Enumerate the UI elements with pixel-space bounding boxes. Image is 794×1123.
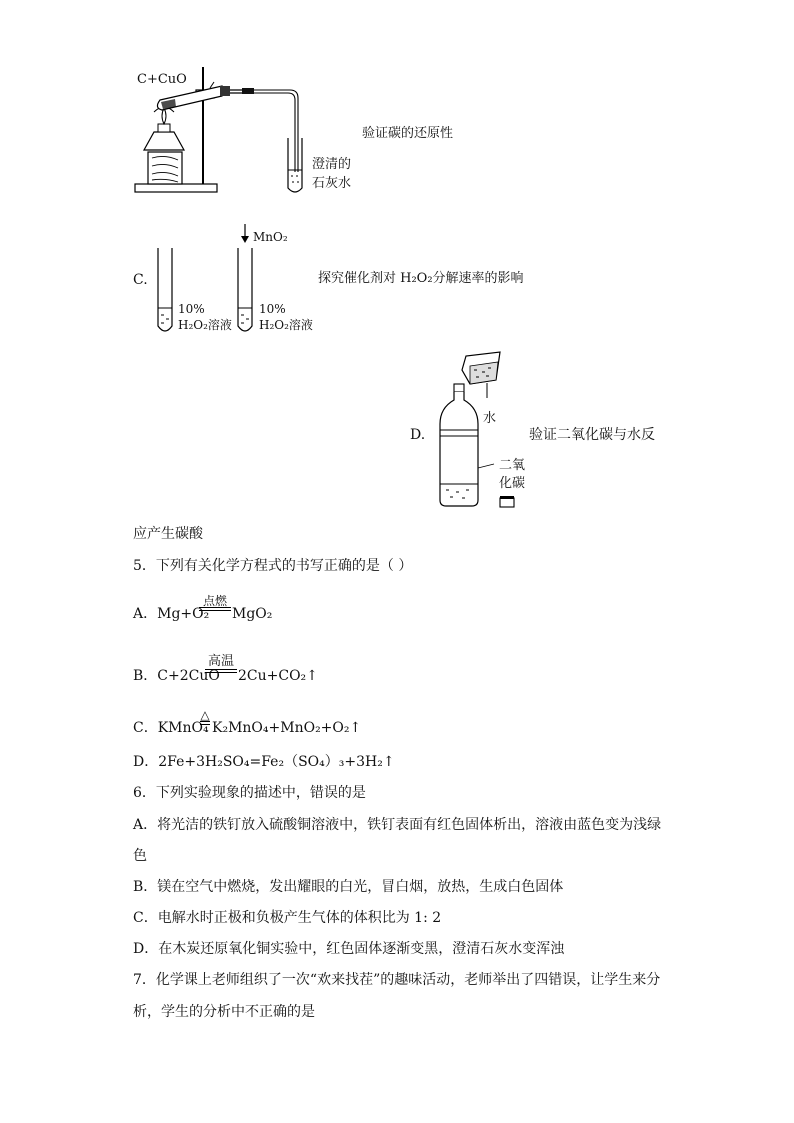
caption-carbon-reduction: 验证碳的还原性 [362,126,454,141]
tube1-percent: 10% [178,302,205,316]
q5-option-d: D．2Fe+3H₂SO₄=Fe₂（SO₄）₃+3H₂↑ [133,754,395,770]
label-limewater-line2: 石灰水 [312,176,352,191]
q6-option-a-line2: 色 [133,848,147,864]
q6-option-d: D．在木炭还原氧化铜实验中，红色固体逐渐变黑，澄清石灰水变浑浊 [133,941,565,957]
tube2-percent: 10% [259,302,286,316]
caption-catalyst: 探究催化剂对 H₂O₂分解速率的影响 [318,271,524,286]
q5-option-b: B．C+2CuO [133,668,220,684]
q5-option-c: C．KMnO₄ [133,720,209,736]
label-water: 水 [483,411,497,426]
label-reactant: C+CuO [137,72,187,87]
continued-text: 应产生碳酸 [133,526,203,542]
tube2-solution: H₂O₂溶液 [259,318,313,332]
q5-c-product: K₂MnO₄+MnO₂+O₂↑ [212,720,362,736]
label-limewater-line1: 澄清的 [312,157,352,172]
q5-c-reaction-condition: △ [200,708,210,722]
q6-stem: 6．下列实验现象的描述中，错误的是 [133,785,366,801]
q5-a-equals-sign [199,607,231,611]
q6-option-b: B．镁在空气中燃烧，发出耀眼的白光，冒白烟，放热，生成白色固体 [133,879,564,895]
q5-b-reaction-condition: 高温 [207,654,234,669]
q6-option-c: C．电解水时正极和负极产生气体的体积比为 1: 2 [133,910,442,926]
q5-b-equals-sign [205,669,237,673]
q5-a-reaction-condition: 点燃 [202,594,227,608]
q5-stem: 5．下列有关化学方程式的书写正确的是（ ） [133,558,413,574]
q7-line2: 析，学生的分析中不正确的是 [133,1004,315,1020]
q7-line1: 7．化学课上老师组织了一次“欢来找茬”的趣味活动，老师举出了四错误，让学生来分 [133,972,661,988]
q5-a-product: MgO₂ [232,606,273,622]
q6-option-a-line1: A．将光洁的铁钉放入硫酸铜溶液中，铁钉表面有红色固体析出，溶液由蓝色变为浅绿 [133,817,662,833]
label-catalyst: MnO₂ [253,230,288,244]
caption-co2: 验证二氧化碳与水反 [529,427,655,443]
label-co2-line1: 二氧 [499,458,526,473]
option-c-label: C. [133,272,148,288]
label-co2-line2: 化碳 [499,476,526,491]
q5-b-product: 2Cu+CO₂↑ [238,668,318,684]
tube1-solution: H₂O₂溶液 [178,318,232,332]
q5-option-a: A．Mg+O₂ [133,606,210,622]
q5-c-equals-sign [200,721,210,725]
option-d-label: D. [410,427,426,443]
